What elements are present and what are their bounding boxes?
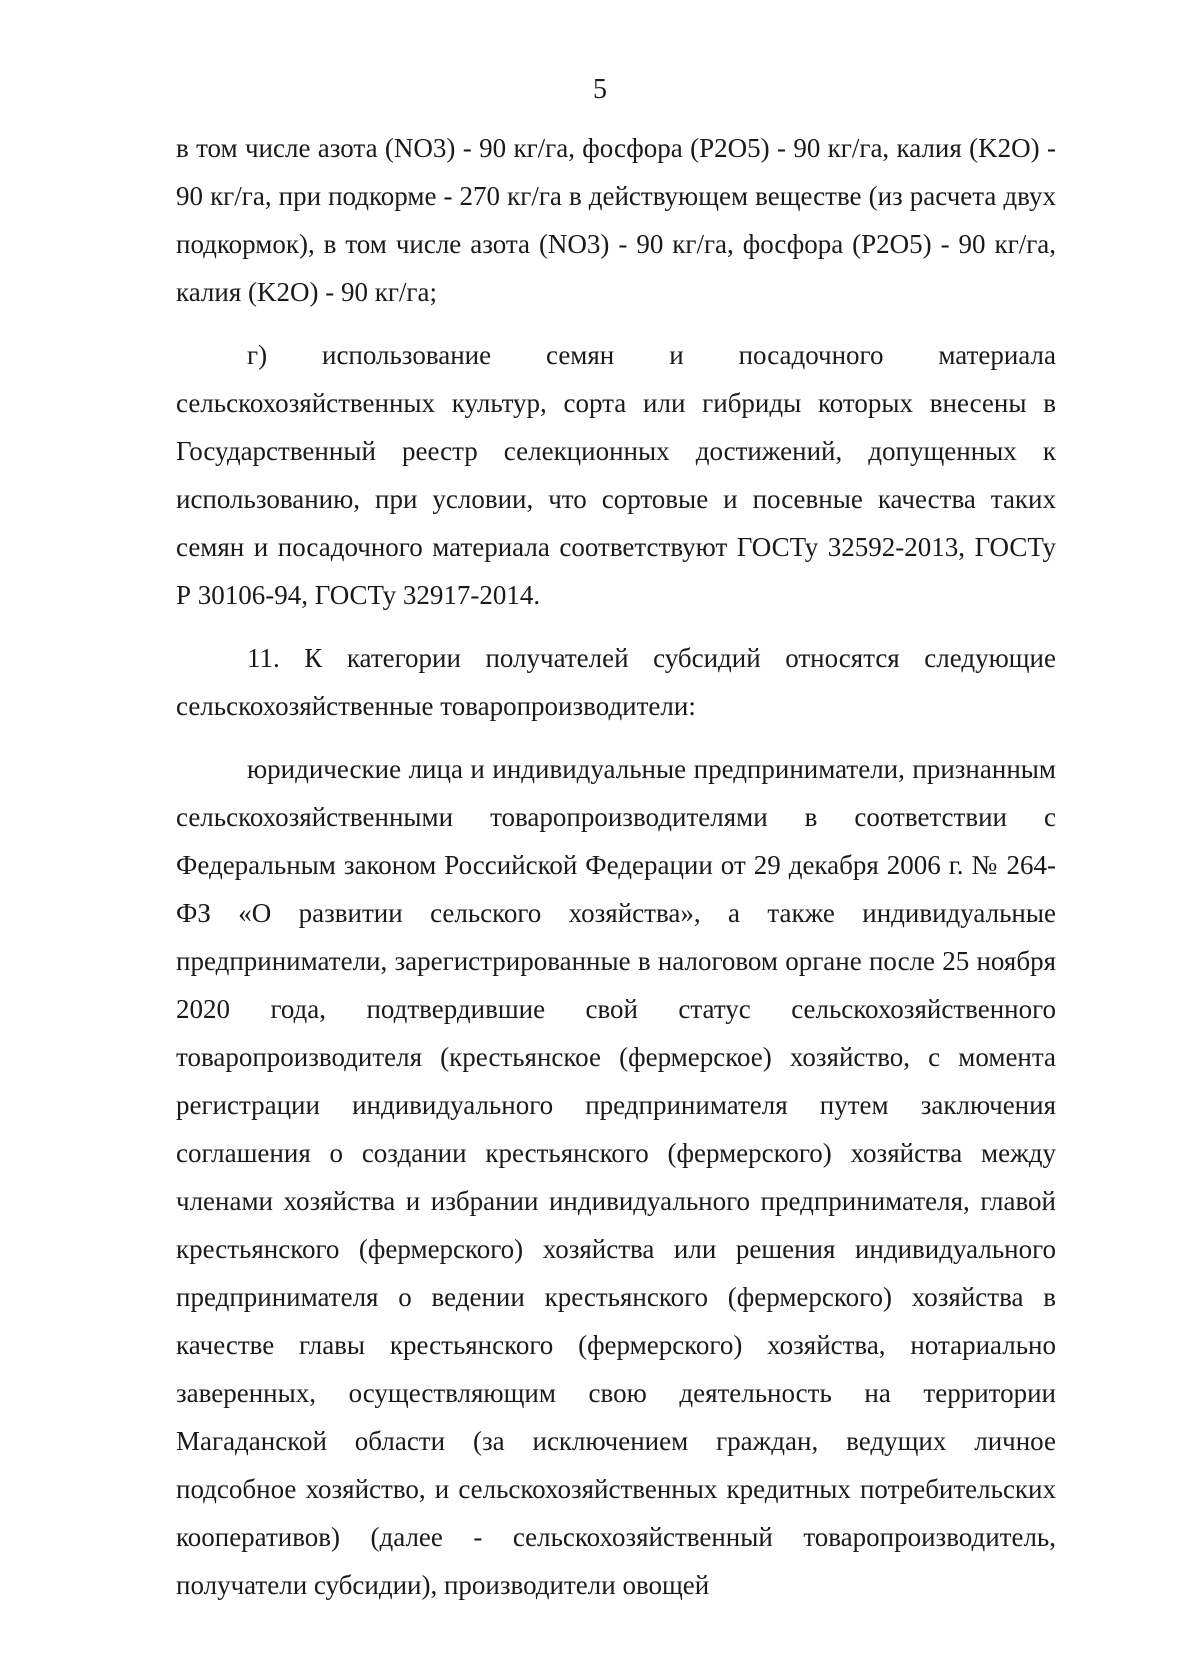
paragraph-fertilizer-continuation: в том числе азота (NO3) - 90 кг/га, фосфора (P2O5) - 90 кг/га, калия (K2O) - 90 кг/га, при подкорме - 270 кг/га в действующем веществе (из расчета двух подкормок), в том числе азота (NO3) - 90 кг/га, фосфора (P2O5) - 90 кг/га, калия (K2O) - 90 кг/га;: [176, 133, 1056, 307]
document-body: [176, 124, 1056, 1624]
paragraph-item-g-seeds: г) использование семян и посадочного материала сельскохозяйственных культур, сорта или гибриды которых внесены в Государственный реестр селекционных достижений, допущенных к использованию, при условии, что сортовые и посевные качества таких семян и посадочного материала соответствуют ГОСТу 32592-2013, ГОСТу Р 30106-94, ГОСТу 32917-2014.: [176, 340, 1056, 610]
page-number: 5: [593, 74, 607, 105]
paragraph-clause-11: 11. К категории получателей субсидий относятся следующие сельскохозяйственные товаропроизводители:: [176, 643, 1056, 721]
paragraph-recipients-definition: юридические лица и индивидуальные предприниматели, признанным сельскохозяйственными товаропроизводителями в соответствии с Федеральным законом Российской Федерации от 29 декабря 2006 г. № 264-ФЗ «О развитии сельского хозяйства», а также индивидуальные предприниматели, зарегистрированные в налоговом органе после 25 ноября 2020 года, подтвердившие свой статус сельскохозяйственного товаропроизводителя (крестьянское (фермерское) хозяйство, с момента регистрации индивидуального предпринимателя путем заключения соглашения о создании крестьянского (фермерского) хозяйства между членами хозяйства и избрании индивидуального предпринимателя, главой крестьянского (фермерского) хозяйства или решения индивидуального предпринимателя о ведении крестьянского (фермерского) хозяйства в качестве главы крестьянского (фермерского) хозяйства, нотариально заверенных, осуществляющим свою деятельность на территории Магаданской области (за исключением граждан, ведущих личное подсобное хозяйство, и сельскохозяйственных кредитных потребительских кооперативов) (далее - сельскохозяйственный товаропроизводитель, получатели субсидии), производители овощей: [176, 754, 1056, 1600]
